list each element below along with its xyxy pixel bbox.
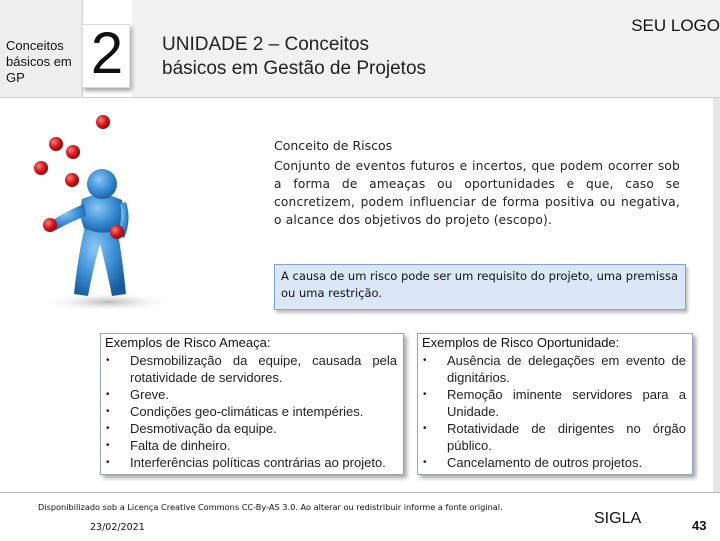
bullet-icon: •: [106, 457, 110, 468]
list-item: [105, 352, 397, 386]
list-item-text: Desmotivação da equipe.: [130, 421, 277, 436]
list-item-text: Ausência de delegações em evento de dignitários.: [447, 353, 686, 385]
bullet-icon: •: [106, 406, 110, 417]
logo-placeholder: SEU LOGO: [631, 16, 720, 35]
footer-date: 23/02/2021: [90, 522, 145, 533]
license-notice: Disponibilizado sob a Licença Creative Commons CC-By-AS 3.0. Ao alterar ou redistribuir informe a fonte original.: [38, 502, 503, 512]
header-divider: [0, 97, 720, 98]
concept-definition: Conjunto de eventos futuros e incertos, que podem ocorrer sob a forma de ameaças ou oportunidades e que, caso se concretizem, podem influenciar de forma positiva ou negativa, o alcance dos objetivos do projeto (escopo).: [274, 159, 680, 227]
section-number: 2: [90, 21, 124, 86]
opportunity-examples-box: [417, 333, 693, 475]
bullet-icon: •: [423, 457, 427, 468]
list-item: [422, 386, 686, 420]
bullet-icon: •: [423, 355, 427, 366]
opportunity-examples-list: [422, 352, 686, 471]
section-label: Conceitos básicos em GP: [6, 38, 72, 85]
threat-examples-list: [105, 352, 397, 471]
slide-title: UNIDADE 2 – Conceitos básicos em Gestão de Projetos: [162, 34, 427, 79]
threat-examples-title: Exemplos de Risco Ameaça:: [105, 335, 271, 350]
list-item-text: Greve.: [130, 387, 170, 402]
list-item-text: Interferências políticas contrárias ao projeto.: [130, 455, 386, 470]
list-item: [105, 420, 397, 437]
list-item-text: Cancelamento de outros projetos.: [447, 455, 643, 470]
risk-cause-note: A causa de um risco pode ser um requisito do projeto, uma premissa ou uma restrição.: [274, 264, 686, 310]
footer-sigla: SIGLA: [594, 510, 642, 527]
concept-title: Conceito de Riscos: [274, 138, 393, 153]
list-item: [105, 454, 397, 471]
list-item: [105, 403, 397, 420]
threat-examples-box: [100, 333, 404, 475]
juggler-figure-icon: [28, 104, 206, 314]
list-item-text: Condições geo-climáticas e intempéries.: [130, 404, 364, 419]
bullet-icon: •: [423, 389, 427, 400]
bullet-icon: •: [106, 440, 110, 451]
list-item: [422, 420, 686, 454]
list-item: [422, 352, 686, 386]
bullet-icon: •: [106, 423, 110, 434]
bullet-icon: •: [106, 389, 110, 400]
list-item: [105, 437, 397, 454]
list-item-text: Rotatividade de dirigentes no órgão público.: [447, 421, 686, 453]
bullet-icon: •: [423, 423, 427, 434]
page-number: 43: [692, 518, 707, 533]
opportunity-examples-title: Exemplos de Risco Oportunidade:: [422, 335, 620, 350]
list-item: [422, 454, 686, 471]
list-item-text: Desmobilização da equipe, causada pela rotatividade de servidores.: [130, 353, 397, 385]
bullet-icon: •: [106, 355, 110, 366]
list-item-text: Falta de dinheiro.: [130, 438, 231, 453]
list-item-text: Remoção iminente servidores para a Unidade.: [447, 387, 686, 419]
list-item: [105, 386, 397, 403]
right-edge-shade: [713, 98, 720, 540]
